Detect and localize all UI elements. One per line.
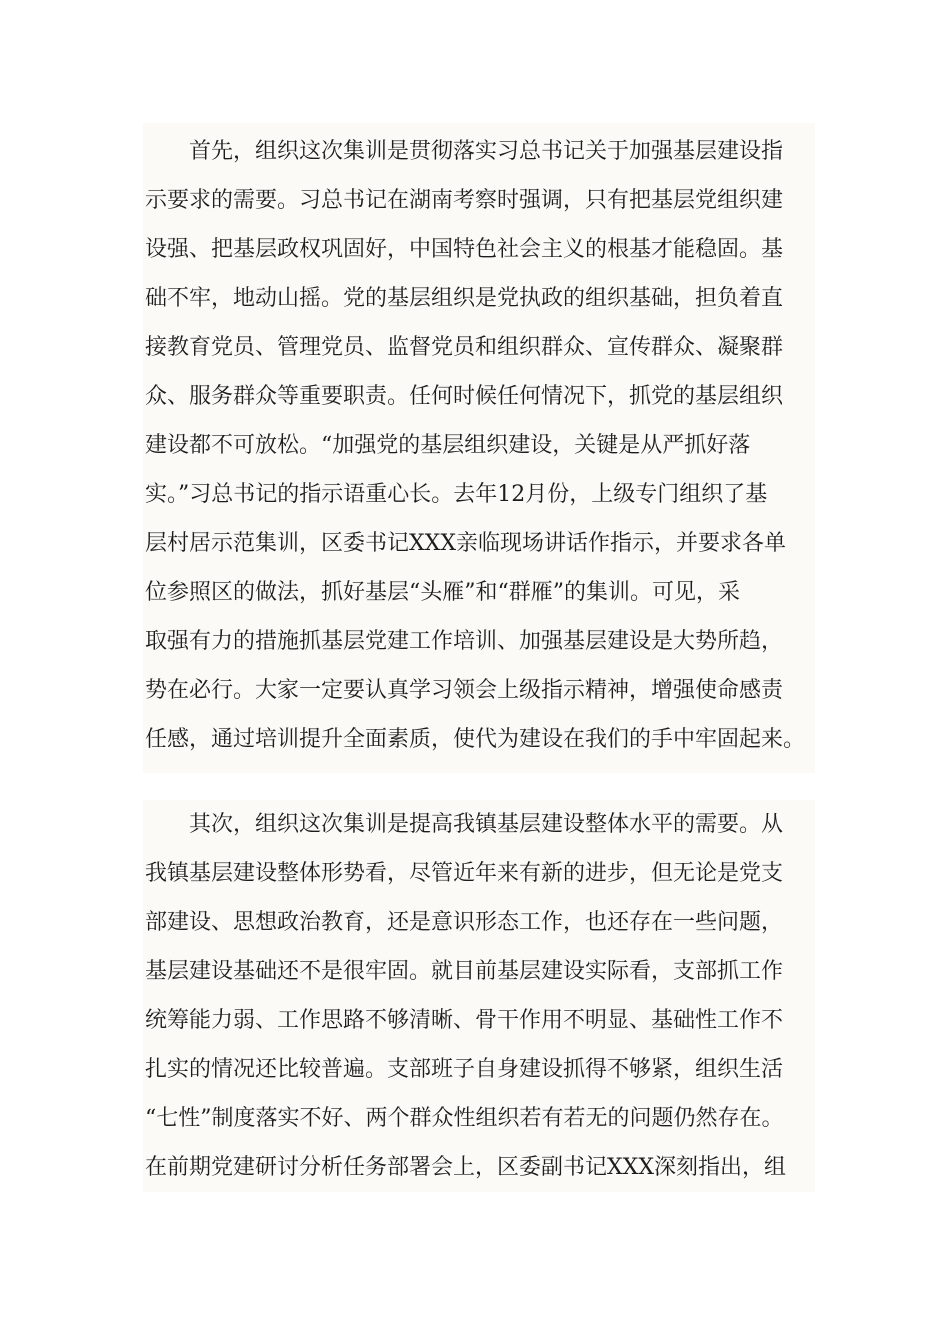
paragraph-line: 取强有力的措施抓基层党建工作培训、加强基层建设是大势所趋，	[145, 629, 784, 654]
paragraph-line: 众、服务群众等重要职责。任何时候任何情况下，抓党的基层组织	[145, 384, 784, 409]
paragraph-line: 础不牢，地动山摇。党的基层组织是党执政的组织基础，担负着直	[145, 286, 784, 311]
paragraph-first	[143, 123, 815, 773]
paragraph-line: 任感，通过培训提升全面素质，使代为建设在我们的手中牢固起来。	[145, 727, 806, 752]
paragraph-line: 设强、把基层政权巩固好，中国特色社会主义的根基才能稳固。基	[145, 237, 784, 262]
paragraph-line: 实。”习总书记的指示语重心长。去年12月份，上级专门组织了基	[145, 482, 768, 507]
paragraph-line: 位参照区的做法，抓好基层“头雁”和“群雁”的集训。可见，采	[145, 580, 740, 605]
paragraph-line: 示要求的需要。习总书记在湖南考察时强调，只有把基层党组织建	[145, 188, 784, 213]
paragraph-line: 在前期党建研讨分析任务部署会上，区委副书记XXX深刻指出，组	[145, 1155, 786, 1180]
paragraph-line: 我镇基层建设整体形势看，尽管近年来有新的进步，但无论是党支	[145, 861, 784, 886]
paragraph-line: 首先，组织这次集训是贯彻落实习总书记关于加强基层建设指	[189, 139, 784, 164]
paragraph-line: 建设都不可放松。“加强党的基层组织建设，关键是从严抓好落	[145, 433, 751, 458]
paragraph-line: 势在必行。大家一定要认真学习领会上级指示精神，增强使命感责	[145, 678, 784, 703]
paragraph-second	[143, 800, 815, 1192]
paragraph-line: “七性”制度落实不好、两个群众性组织若有若无的问题仍然存在。	[145, 1106, 784, 1131]
paragraph-line: 统筹能力弱、工作思路不够清晰、骨干作用不明显、基础性工作不	[145, 1008, 784, 1033]
paragraph-line: 接教育党员、管理党员、监督党员和组织群众、宣传群众、凝聚群	[145, 335, 784, 360]
paragraph-line: 基层建设基础还不是很牢固。就目前基层建设实际看，支部抓工作	[145, 959, 784, 984]
paragraph-line: 其次，组织这次集训是提高我镇基层建设整体水平的需要。从	[189, 812, 784, 837]
paragraph-line: 层村居示范集训，区委书记XXX亲临现场讲话作指示，并要求各单	[145, 531, 786, 556]
paragraph-line: 部建设、思想政治教育，还是意识形态工作，也还存在一些问题，	[145, 910, 784, 935]
paragraph-line: 扎实的情况还比较普遍。支部班子自身建设抓得不够紧，组织生活	[145, 1057, 784, 1082]
